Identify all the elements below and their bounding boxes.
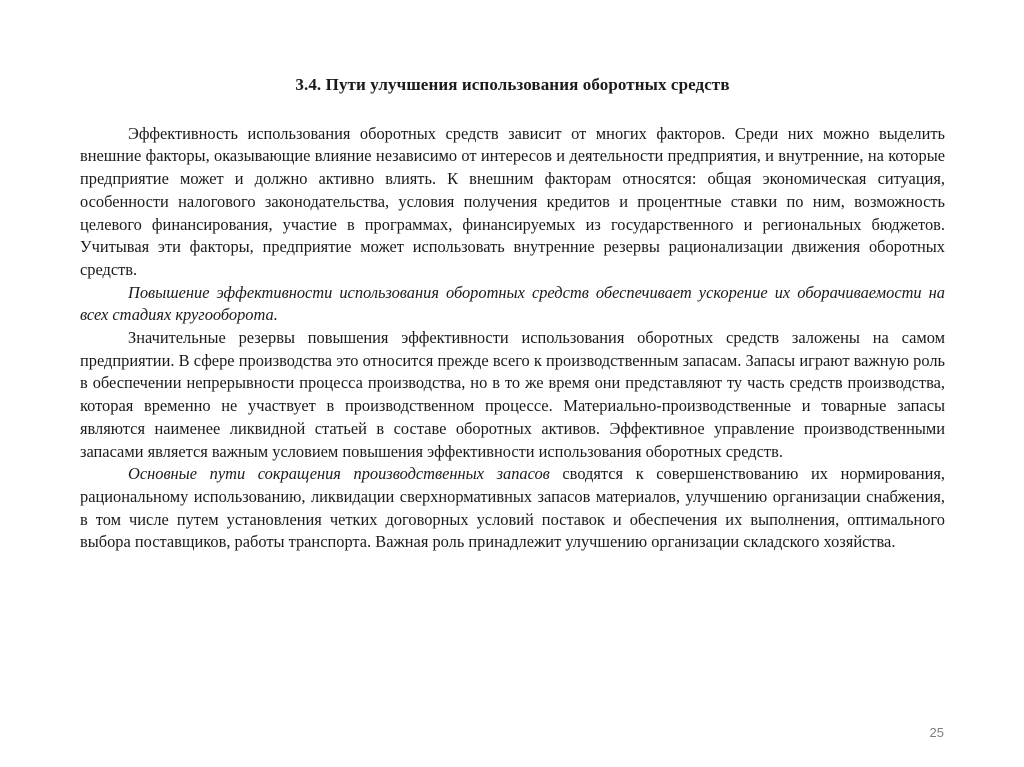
paragraph-4 — [80, 463, 945, 554]
paragraph-1-text: Эффективность использования оборотных средств зависит от многих факторов. Среди них можно выделить внешние факторы, оказывающие влияние независимо от интересов и деятельности предприятия, и внутренние, на которые предприятие может и должно активно влиять. К внешним факторам относятся: общая экономическая ситуация, особенности налогового законодательства, условия получения кредитов и процентные ставки по ним, возможность целевого финансирования, участие в программах, финансируемых из государственного и региональных бюджетов. Учитывая эти факторы, предприятие может использовать внутренние резервы рационализации движения оборотных средств. — [80, 123, 945, 279]
paragraph-1 — [80, 123, 945, 282]
paragraph-3-text: Значительные резервы повышения эффективности использования оборотных средств заложены на самом предприятии. В сфере производства это относится прежде всего к производственным запасам. Запасы играют важную роль в обеспечении непрерывности процесса производства, но в то же время они представляют ту часть средств производства, которая временно не участвует в производственном процессе. Материально-производственные и товарные запасы являются наименее ликвидной статьей в составе оборотных активов. Эффективное управление производственными запасами является важным условием повышения эффективности использования оборотных средств. — [80, 328, 945, 461]
page-number: 25 — [929, 725, 944, 740]
document-page — [80, 74, 945, 554]
paragraph-3 — [80, 327, 945, 463]
paragraph-4-italic-lead: Основные пути сокращения производственных запасов — [128, 464, 550, 484]
section-title: 3.4. Пути улучшения использования оборотных средств — [295, 75, 730, 94]
paragraph-2-italic-text: Повышение эффективности использования оборотных средств обеспечивает ускорение их оборачиваемости на всех стадиях кругооборота. — [80, 282, 945, 325]
paragraph-4-text: сводятся к совершенствованию их нормирования, рациональному использованию, ликвидации сверхнормативных запасов материалов, улучшению организации снабжения, в том числе путем установления четких договорных условий поставок и обеспечения их выполнения, оптимального выбора поставщиков, работы транспорта. Важная роль принадлежит улучшению организации складского хозяйства. — [80, 464, 946, 552]
paragraph-2 — [80, 282, 945, 327]
